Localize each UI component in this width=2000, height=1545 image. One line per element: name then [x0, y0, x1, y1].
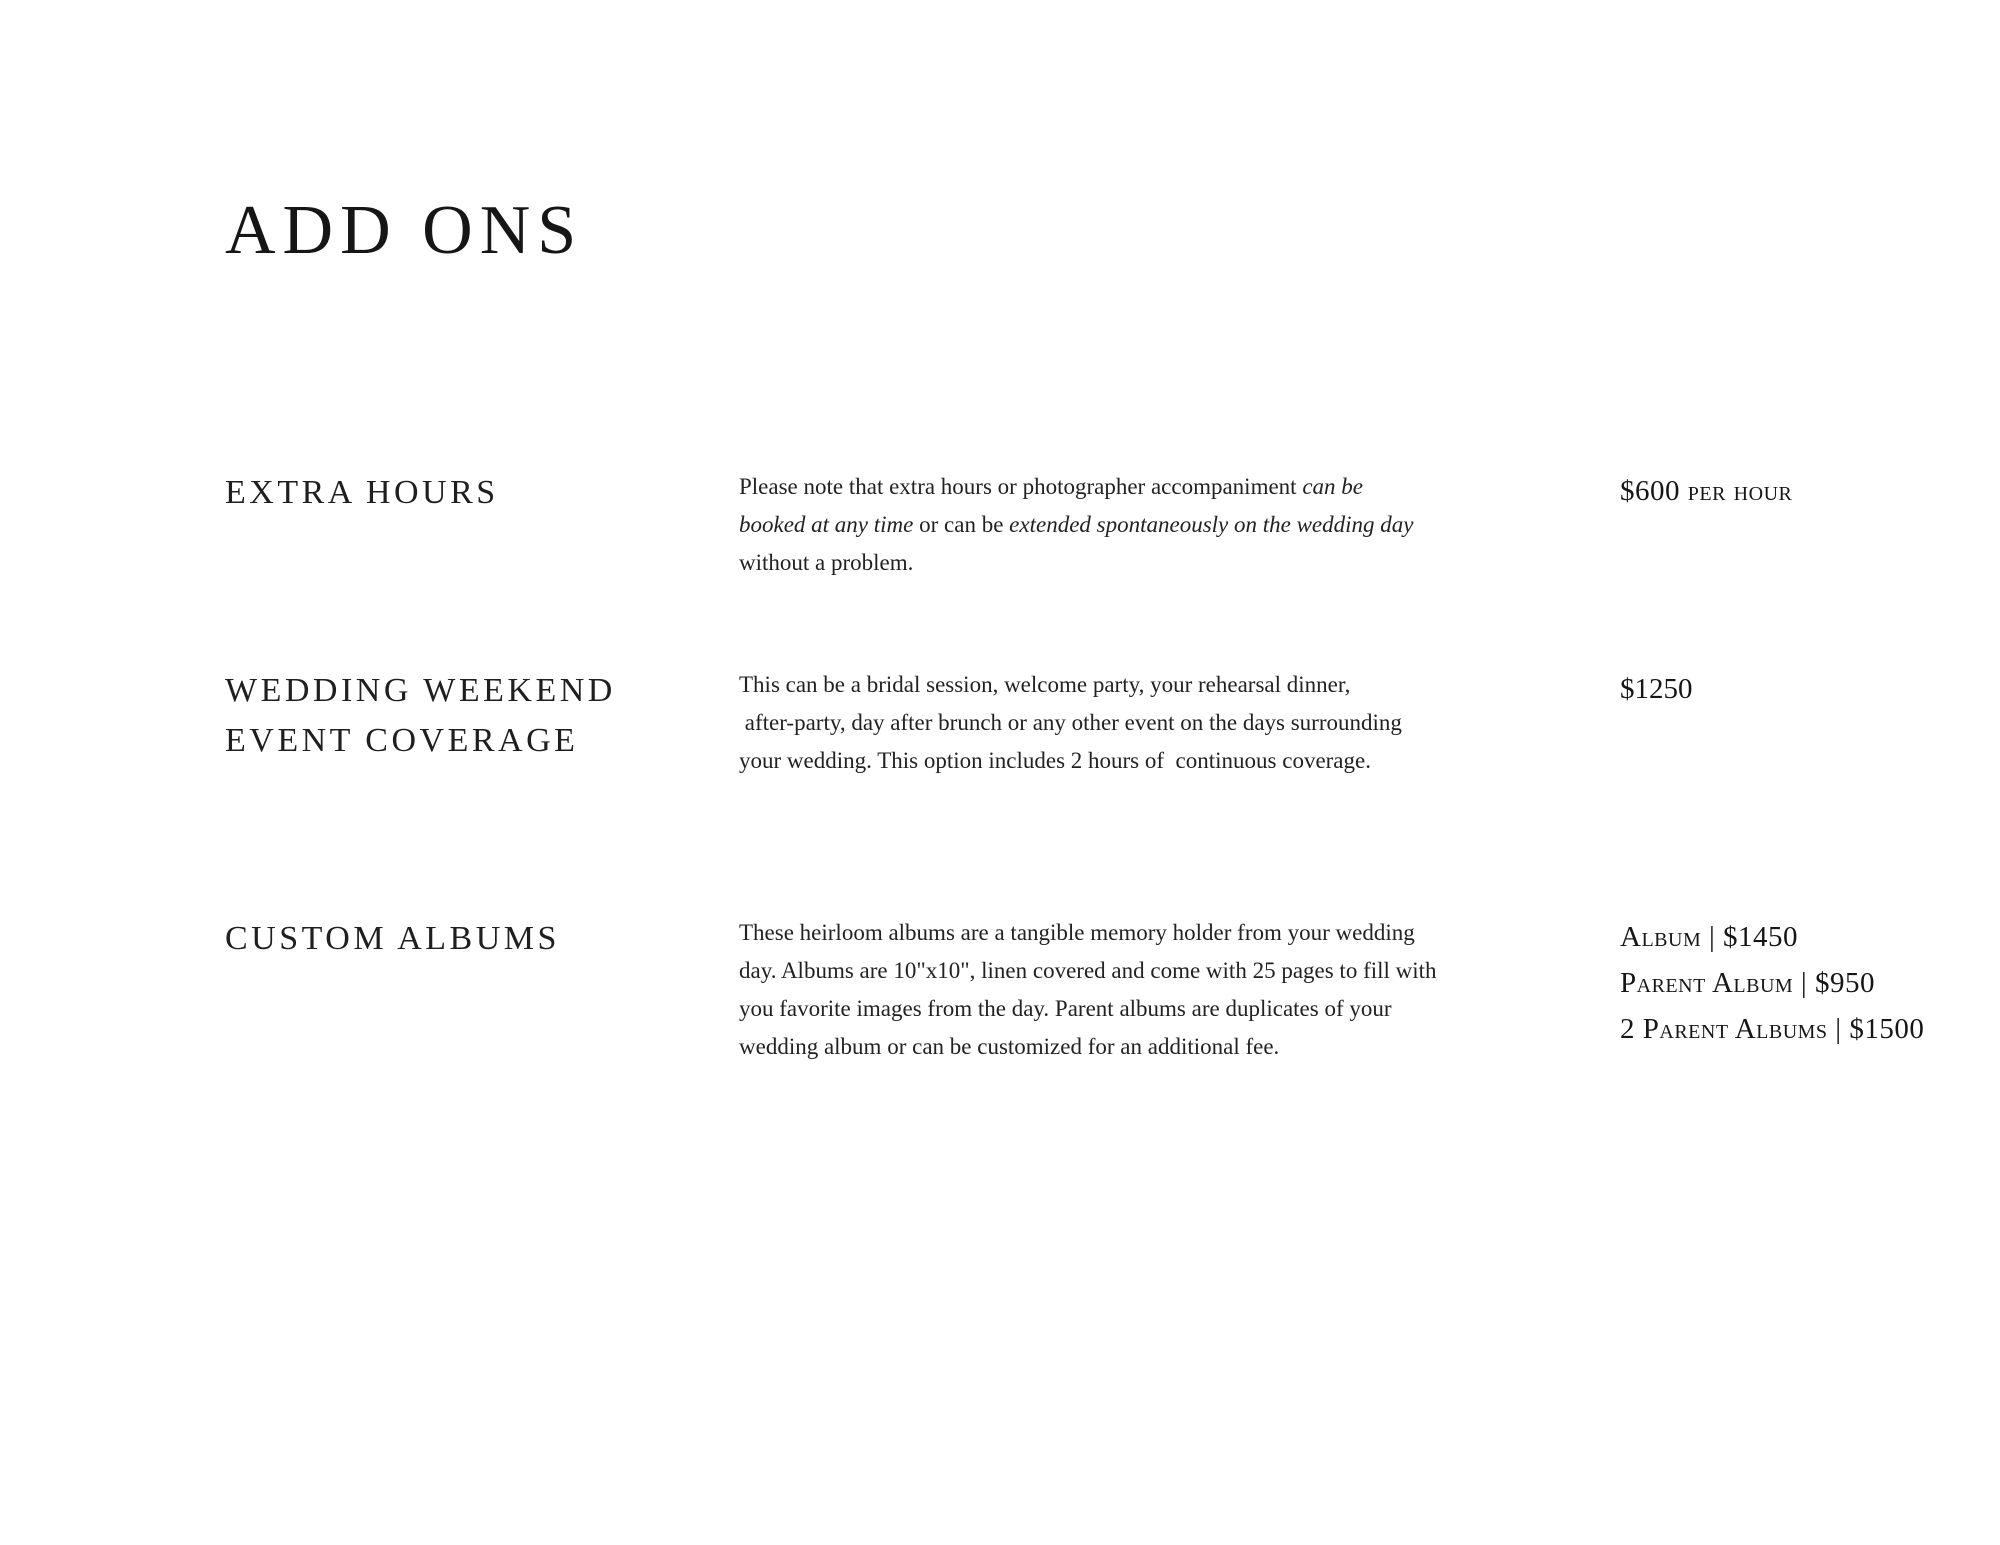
desc-text: wedding album or can be customized for an additional fee. [739, 1034, 1280, 1059]
addon-description [739, 468, 1499, 582]
desc-text: This can be a bridal session, welcome party, your rehearsal dinner, [739, 672, 1351, 697]
addon-title: EXTRA HOURS [225, 474, 499, 511]
addon-price: $600 per hour [1620, 475, 1793, 507]
desc-text: after-party, day after brunch or any other event on the days surrounding [739, 710, 1402, 735]
desc-text: without a problem. [739, 550, 914, 575]
addon-price-list [1620, 914, 1990, 1052]
page-title: ADD ONS [225, 192, 584, 269]
desc-text: you favorite images from the day. Parent albums are duplicates of your [739, 996, 1392, 1021]
desc-emphasis: can be [1302, 474, 1363, 499]
price-item: 2 Parent Albums | $1500 [1620, 1013, 1925, 1045]
addon-title-line: WEDDING WEEKEND [225, 672, 616, 709]
desc-emphasis: extended spontaneously on the wedding day [1009, 512, 1414, 537]
addon-title: CUSTOM ALBUMS [225, 920, 560, 957]
price-item: Album | $1450 [1620, 921, 1799, 953]
desc-text: your wedding. This option includes 2 hours of continuous coverage. [739, 748, 1371, 773]
addon-title-line: EVENT COVERAGE [225, 722, 579, 759]
price-item: Parent Album | $950 [1620, 967, 1875, 999]
desc-text: day. Albums are 10"x10", linen covered and come with 25 pages to fill with [739, 958, 1437, 983]
addon-title [225, 666, 705, 766]
desc-text: Please note that extra hours or photographer accompaniment [739, 474, 1303, 499]
desc-emphasis: booked at any time [739, 512, 914, 537]
desc-text: or can be [913, 512, 1010, 537]
addon-price: $1250 [1620, 673, 1693, 705]
addon-description [739, 914, 1499, 1066]
addon-description [739, 666, 1499, 780]
desc-text: These heirloom albums are a tangible memory holder from your wedding [739, 920, 1415, 945]
